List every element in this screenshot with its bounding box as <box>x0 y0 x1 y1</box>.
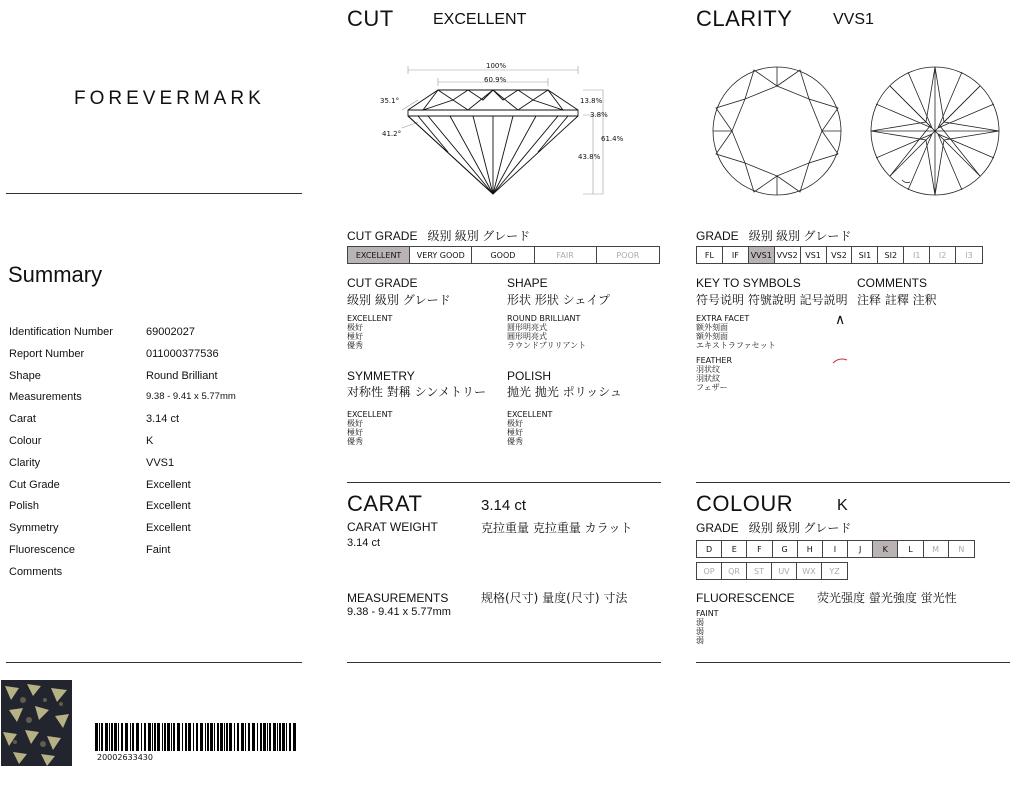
barcode-bar <box>263 723 266 751</box>
barcode-bar <box>148 723 151 751</box>
colour-title: COLOUR <box>696 491 794 516</box>
grade-cell: VERY GOOD <box>410 247 472 263</box>
barcode-bar <box>226 723 228 751</box>
grade-cell: QR <box>722 563 747 579</box>
grade-cell: E <box>722 541 747 557</box>
grade-cell: SI1 <box>852 247 878 263</box>
barcode-bar <box>182 723 183 751</box>
barcode-bar <box>241 723 244 751</box>
jp-line: 額外刻面 <box>696 332 728 341</box>
summary-title: Summary <box>8 262 103 287</box>
symmetry-value: EXCELLENT <box>347 410 393 419</box>
symbol-feather-name: FEATHER <box>696 356 733 365</box>
extra-facet-symbol-icon: ∧ <box>835 312 846 328</box>
jp-line: 羽狀紋 <box>696 374 720 383</box>
divider <box>696 662 1010 663</box>
summary-value: 011000377536 <box>146 347 219 360</box>
fluorescence-jp: 荧光强度 螢光強度 蛍光性 <box>817 591 957 605</box>
barcode-bar <box>260 723 262 751</box>
barcode-bar <box>269 723 271 751</box>
colour-grade-scale-extended <box>696 562 848 580</box>
measurements-jp: 规格(尺寸) 量度(尺寸) 寸法 <box>481 591 628 605</box>
grade-cell: OP <box>697 563 722 579</box>
summary-label: Shape <box>9 369 41 382</box>
grade-cell: K <box>873 541 898 557</box>
cut-grade-scale-label: CUT GRADE 级别 級別 グレード <box>347 229 531 243</box>
barcode-bar <box>277 723 278 751</box>
jp-line: 優秀 <box>507 437 523 446</box>
barcode-bar <box>109 723 110 751</box>
summary-label: Report Number <box>9 347 85 360</box>
measurements-value: 9.38 - 9.41 x 5.77mm <box>347 606 451 618</box>
barcode-bar <box>193 723 194 751</box>
measurements-label: MEASUREMENTS <box>347 591 449 605</box>
carat-title: CARAT <box>347 491 423 516</box>
jp-line: 弱 <box>696 618 704 627</box>
grade-cell: ST <box>747 563 772 579</box>
summary-label: Measurements <box>9 391 82 404</box>
grade-cell: D <box>697 541 722 557</box>
carat-weight-value: 3.14 ct <box>347 537 381 549</box>
fluorescence-value-jp <box>696 618 704 645</box>
polish-value: EXCELLENT <box>507 410 553 419</box>
barcode-bar <box>200 723 203 751</box>
summary-value: 3.14 ct <box>146 413 180 426</box>
barcode-number: 20002633430 <box>97 753 153 762</box>
barcode-bar <box>157 723 160 751</box>
barcode-bar <box>99 723 100 751</box>
summary-value: Excellent <box>146 500 191 513</box>
barcode-bar <box>105 723 108 751</box>
barcode-bar <box>289 723 291 751</box>
cut-grade-title: CUT GRADE <box>347 276 418 290</box>
barcode-bar <box>234 723 235 751</box>
jp-line: ラウンドブリリアント <box>507 341 587 350</box>
barcode-bar <box>248 723 250 751</box>
barcode-bar <box>118 723 119 751</box>
barcode-bar <box>286 723 287 751</box>
jp-line: フェザー <box>696 383 728 392</box>
barcode-bar <box>185 723 187 751</box>
summary-label: Fluorescence <box>9 544 76 556</box>
barcode-bar <box>132 723 134 751</box>
jp-line: 圆形明亮式 <box>507 323 547 332</box>
barcode-bar <box>207 723 209 751</box>
clarity-value: VVS1 <box>833 11 874 28</box>
clarity-pavilion-diagram <box>868 64 1002 198</box>
grade-cell: M <box>924 541 949 557</box>
grade-cell: YZ <box>829 566 840 576</box>
grade-cell: VVS2 <box>775 247 801 263</box>
grade-cell: J <box>848 541 873 557</box>
jp-line: 極好 <box>507 428 523 437</box>
crown-angle-label: 35.1° <box>380 97 400 105</box>
barcode-bar <box>229 723 232 751</box>
gemstone-photo <box>1 680 72 766</box>
brand-logo: FOREVERMARK <box>74 88 265 109</box>
key-to-symbols-jp: 符号说明 符號說明 記号説明 <box>696 293 848 307</box>
grade-cell: F <box>747 541 772 557</box>
summary-value: Excellent <box>146 522 191 535</box>
barcode-bar <box>205 723 206 751</box>
barcode-bar <box>167 723 170 751</box>
barcode-bar <box>130 723 131 751</box>
grade-cell: I <box>823 541 848 557</box>
grade-cell: FL <box>697 247 723 263</box>
shape-title: SHAPE <box>507 276 548 290</box>
pavilion-angle-label: 41.2° <box>382 130 402 138</box>
barcode-bar <box>171 723 172 751</box>
polish-jp: 抛光 拋光 ポリッシュ <box>507 385 622 399</box>
summary-value: 69002027 <box>146 326 195 338</box>
summary-label: Cut Grade <box>9 478 60 491</box>
summary-label: Colour <box>9 435 42 447</box>
symbol-extra-facet-name: EXTRA FACET <box>696 314 750 323</box>
barcode-bar <box>279 723 281 751</box>
grade-cell: H <box>798 541 823 557</box>
cut-value: EXCELLENT <box>433 11 527 28</box>
summary-label: Carat <box>9 413 36 426</box>
barcode-bar <box>95 723 98 751</box>
barcode-bar <box>144 723 146 751</box>
table-total-label: 100% <box>486 62 507 70</box>
divider <box>6 193 302 194</box>
fluorescence-label: FLUORESCENCE <box>696 591 795 605</box>
barcode-bar <box>237 723 239 751</box>
summary-value: Excellent <box>146 478 191 491</box>
grade-cell: I3 <box>965 250 973 260</box>
total-depth-label: 61.4% <box>601 135 624 143</box>
divider <box>347 482 661 483</box>
barcode-bar <box>121 723 123 751</box>
summary-value: 9.38 - 9.41 x 5.77mm <box>146 391 236 403</box>
divider <box>6 662 302 663</box>
divider <box>696 482 1010 483</box>
grade-cell: EXCELLENT <box>348 247 410 263</box>
barcode-bar <box>173 723 175 751</box>
cut-grade-jp: 级别 級別 グレード <box>347 293 451 307</box>
colour-grade-label: GRADE 级别 級別 グレード <box>696 521 852 535</box>
barcode-bar <box>282 723 285 751</box>
grade-cell: UV <box>772 563 797 579</box>
barcode-bar <box>101 723 103 751</box>
polish-value-jp <box>507 419 523 446</box>
pavilion-depth-label: 43.8% <box>578 153 601 161</box>
jp-line: 弱 <box>696 627 704 636</box>
jp-line: エキストラファセット <box>696 341 776 350</box>
symmetry-value-jp <box>347 419 363 446</box>
barcode-bar <box>164 723 166 751</box>
barcode <box>95 723 300 751</box>
barcode-bar <box>177 723 180 751</box>
shape-value: ROUND BRILLIANT <box>507 314 581 323</box>
feather-symbol-icon <box>832 356 848 366</box>
barcode-bar <box>214 723 215 751</box>
grade-cell: WX <box>797 563 822 579</box>
jp-line: 優秀 <box>347 437 363 446</box>
barcode-bar <box>152 723 153 751</box>
symmetry-jp: 对称性 對稱 シンメトリー <box>347 385 486 399</box>
divider <box>347 662 661 663</box>
clarity-title: CLARITY <box>696 6 793 31</box>
key-to-symbols-title: KEY TO SYMBOLS <box>696 276 801 290</box>
table-pct-label: 60.9% <box>484 76 507 84</box>
grade-cell: VVS1 <box>749 247 775 263</box>
jp-line: 羽状纹 <box>696 365 720 374</box>
barcode-bar <box>125 723 128 751</box>
barcode-bar <box>210 723 213 751</box>
colour-grade-scale <box>696 540 975 558</box>
grade-cell: GOOD <box>472 247 534 263</box>
comments-jp: 注释 註釋 注釈 <box>857 293 937 307</box>
grade-cell: FAIR <box>535 247 597 263</box>
barcode-bar <box>114 723 117 751</box>
carat-weight-jp: 克拉重量 克拉重量 カラット <box>481 521 633 535</box>
shape-jp: 形状 形狀 シェイプ <box>507 293 611 307</box>
fluorescence-value: FAINT <box>696 609 719 618</box>
summary-label: Symmetry <box>9 522 59 535</box>
grade-cell: POOR <box>616 250 640 260</box>
jp-line: 圓形明亮式 <box>507 332 547 341</box>
cut-grade-scale <box>347 246 660 264</box>
girdle-label: 3.8% <box>590 111 608 119</box>
jp-line: 極好 <box>347 332 363 341</box>
barcode-bar <box>224 723 225 751</box>
summary-label: Polish <box>9 500 39 513</box>
barcode-bar <box>273 723 276 751</box>
grade-cell: I1 <box>904 247 930 263</box>
grade-cell: N <box>958 544 965 554</box>
summary-value: Faint <box>146 544 171 556</box>
grade-cell: VS2 <box>827 247 853 263</box>
summary-value: K <box>146 435 154 447</box>
barcode-bar <box>293 723 296 751</box>
barcode-bar <box>220 723 223 751</box>
clarity-crown-diagram <box>710 64 844 198</box>
shape-value-jp <box>507 323 586 350</box>
grade-cell: G <box>773 541 798 557</box>
barcode-bar <box>111 723 113 751</box>
summary-label: Identification Number <box>9 326 113 338</box>
summary-value: VVS1 <box>146 456 175 469</box>
colour-value: K <box>837 497 848 514</box>
jp-line: 极好 <box>347 323 363 332</box>
jp-line: 弱 <box>696 636 704 645</box>
clarity-grade-scale <box>696 246 983 264</box>
barcode-bar <box>252 723 255 751</box>
cut-grade-value-jp <box>347 323 363 350</box>
carat-weight-label: CARAT WEIGHT <box>347 520 438 534</box>
clarity-grade-label: GRADE 级别 級別 グレード <box>696 229 852 243</box>
barcode-bar <box>257 723 258 751</box>
cut-grade-value: EXCELLENT <box>347 314 393 323</box>
barcode-bar <box>196 723 198 751</box>
symbol-feather-jp <box>696 365 728 392</box>
barcode-bar <box>267 723 268 751</box>
symmetry-title: SYMMETRY <box>347 369 415 383</box>
jp-line: 额外刻面 <box>696 323 728 332</box>
summary-label: Comments <box>9 565 63 578</box>
crown-height-label: 13.8% <box>580 97 603 105</box>
barcode-bar <box>141 723 142 751</box>
grade-cell: VS1 <box>801 247 827 263</box>
grade-cell: IF <box>723 247 749 263</box>
barcode-bar <box>217 723 219 751</box>
symbol-extra-facet-jp <box>696 323 776 350</box>
summary-value: Round Brilliant <box>146 369 218 382</box>
polish-title: POLISH <box>507 369 552 383</box>
grade-cell: I2 <box>930 247 956 263</box>
barcode-bar <box>154 723 156 751</box>
cut-title: CUT <box>347 6 394 31</box>
jp-line: 極好 <box>347 428 363 437</box>
grade-cell: SI2 <box>878 247 904 263</box>
jp-line: 极好 <box>507 419 523 428</box>
carat-value: 3.14 ct <box>481 497 527 514</box>
comments-title: COMMENTS <box>857 276 927 290</box>
barcode-bar <box>162 723 163 751</box>
barcode-bar <box>136 723 139 751</box>
barcode-bar <box>188 723 191 751</box>
summary-label: Clarity <box>9 456 41 469</box>
jp-line: 優秀 <box>347 341 363 350</box>
barcode-bar <box>245 723 246 751</box>
jp-line: 极好 <box>347 419 363 428</box>
grade-cell: L <box>898 541 923 557</box>
